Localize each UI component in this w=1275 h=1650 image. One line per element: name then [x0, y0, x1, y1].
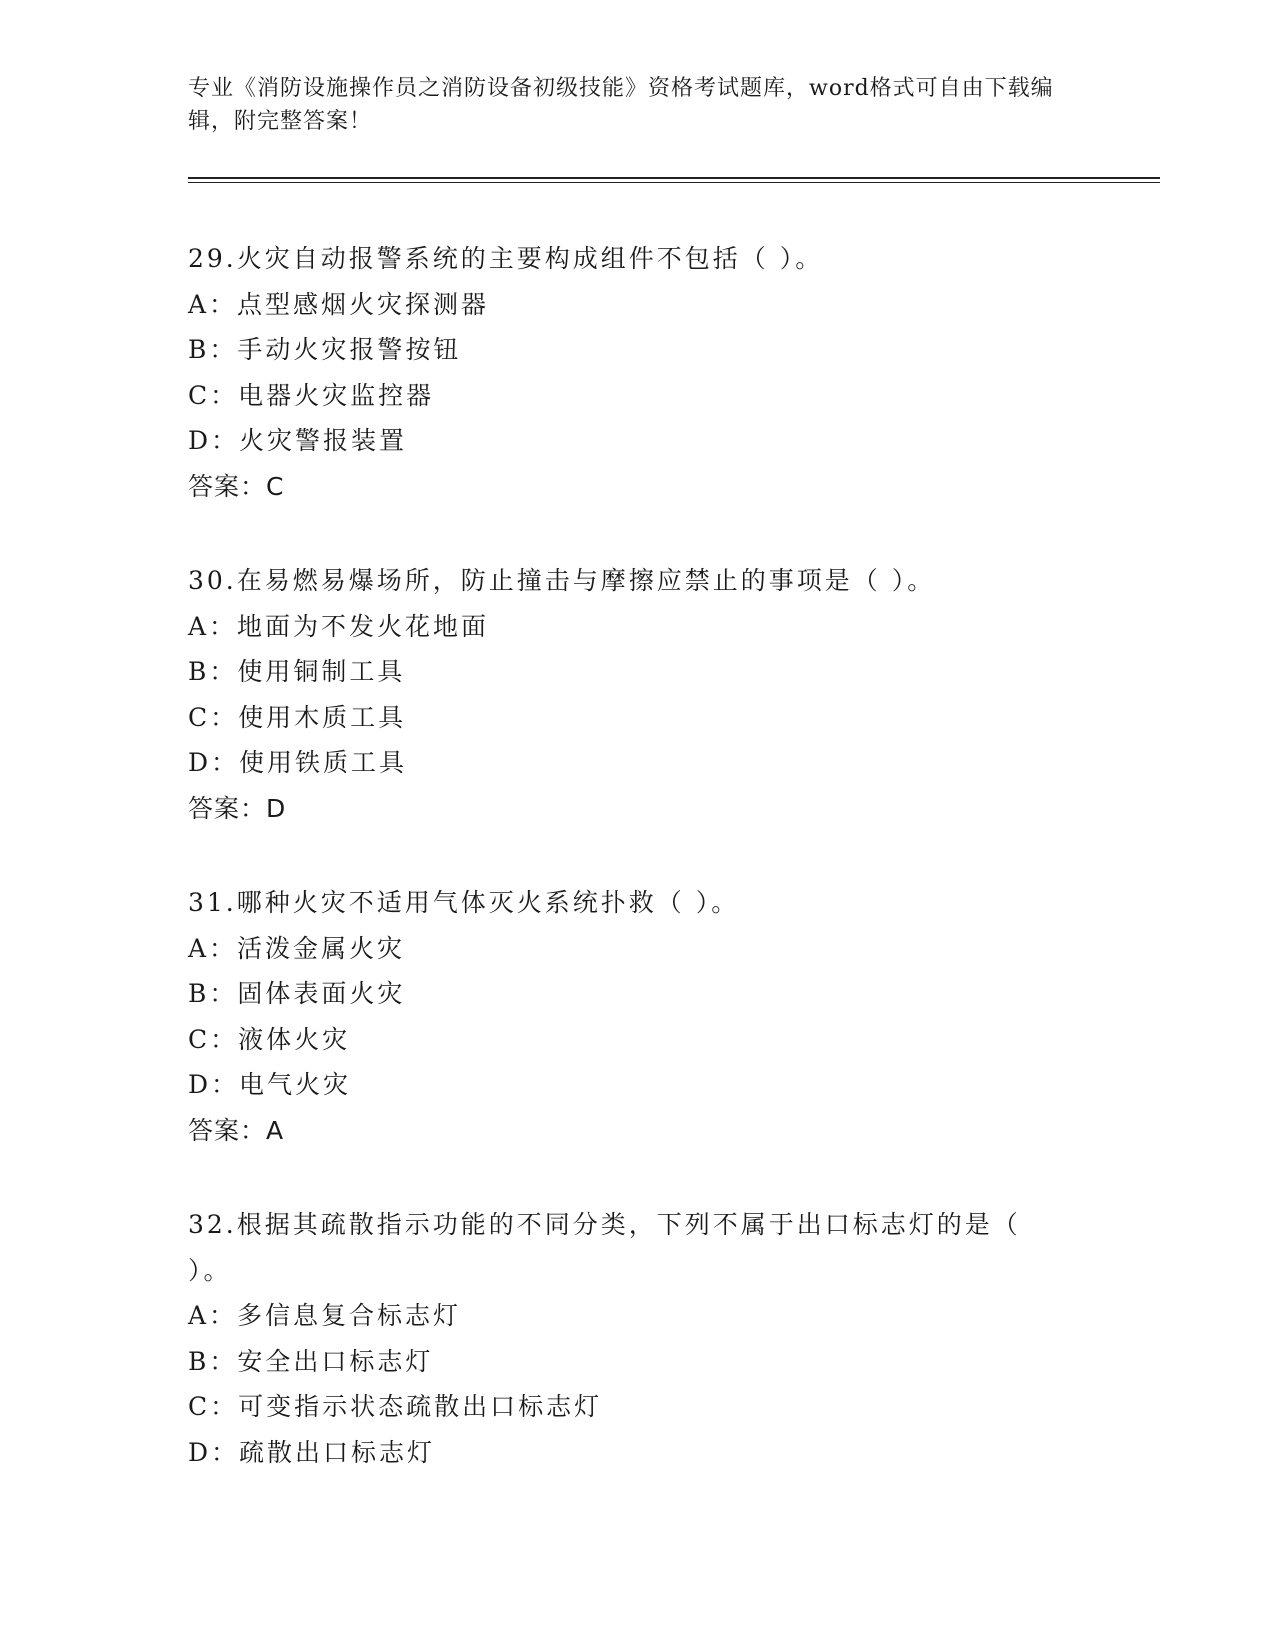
option-a: A：点型感烟火灾探测器 — [188, 289, 490, 319]
answer-text: 答案：A — [188, 1115, 285, 1145]
option-d: D：使用铁质工具 — [188, 748, 408, 777]
option-b: B：使用铜制工具 — [188, 657, 406, 686]
question-list — [188, 236, 1088, 1524]
option-c: C：液体火灾 — [188, 1024, 351, 1054]
header-divider-thin — [188, 182, 1160, 183]
option-b: B：手动火灾报警按钮 — [188, 335, 462, 364]
option-c: C：可变指示状态疏散出口标志灯 — [188, 1392, 603, 1421]
document-header: 专业《消防设施操作员之消防设备初级技能》资格考试题库，word格式可自由下载编辑，附完整答案！ — [188, 76, 1054, 134]
question-29 — [188, 236, 1088, 509]
option-a: A：地面为不发火花地面 — [188, 611, 490, 641]
option-b: B：固体表面火灾 — [188, 979, 406, 1008]
option-d: D：电气火灾 — [188, 1070, 352, 1099]
option-a: A：多信息复合标志灯 — [188, 1301, 462, 1330]
option-b: B：安全出口标志灯 — [188, 1346, 434, 1376]
option-a: A：活泼金属火灾 — [188, 933, 406, 963]
question-stem: 30.在易燃易爆场所，防止撞击与摩擦应禁止的事项是（ ）。 — [188, 566, 936, 595]
option-c: C：电器火灾监控器 — [188, 380, 435, 410]
question-32 — [188, 1202, 1088, 1475]
header-divider — [188, 177, 1160, 179]
question-stem: 29.火灾自动报警系统的主要构成组件不包括（ ）。 — [188, 244, 824, 273]
option-d: D：火灾警报装置 — [188, 426, 408, 455]
question-stem: 32.根据其疏散指示功能的不同分类，下列不属于出口标志灯的是（ ）。 — [188, 1210, 1021, 1285]
question-30 — [188, 558, 1088, 831]
answer-text: 答案：C — [188, 471, 285, 501]
option-d: D：疏散出口标志灯 — [188, 1437, 436, 1467]
question-stem: 31.哪种火灾不适用气体灭火系统扑救（ ）。 — [188, 888, 740, 917]
answer-text: 答案：D — [188, 793, 287, 823]
question-31 — [188, 880, 1088, 1153]
option-c: C：使用木质工具 — [188, 702, 407, 732]
